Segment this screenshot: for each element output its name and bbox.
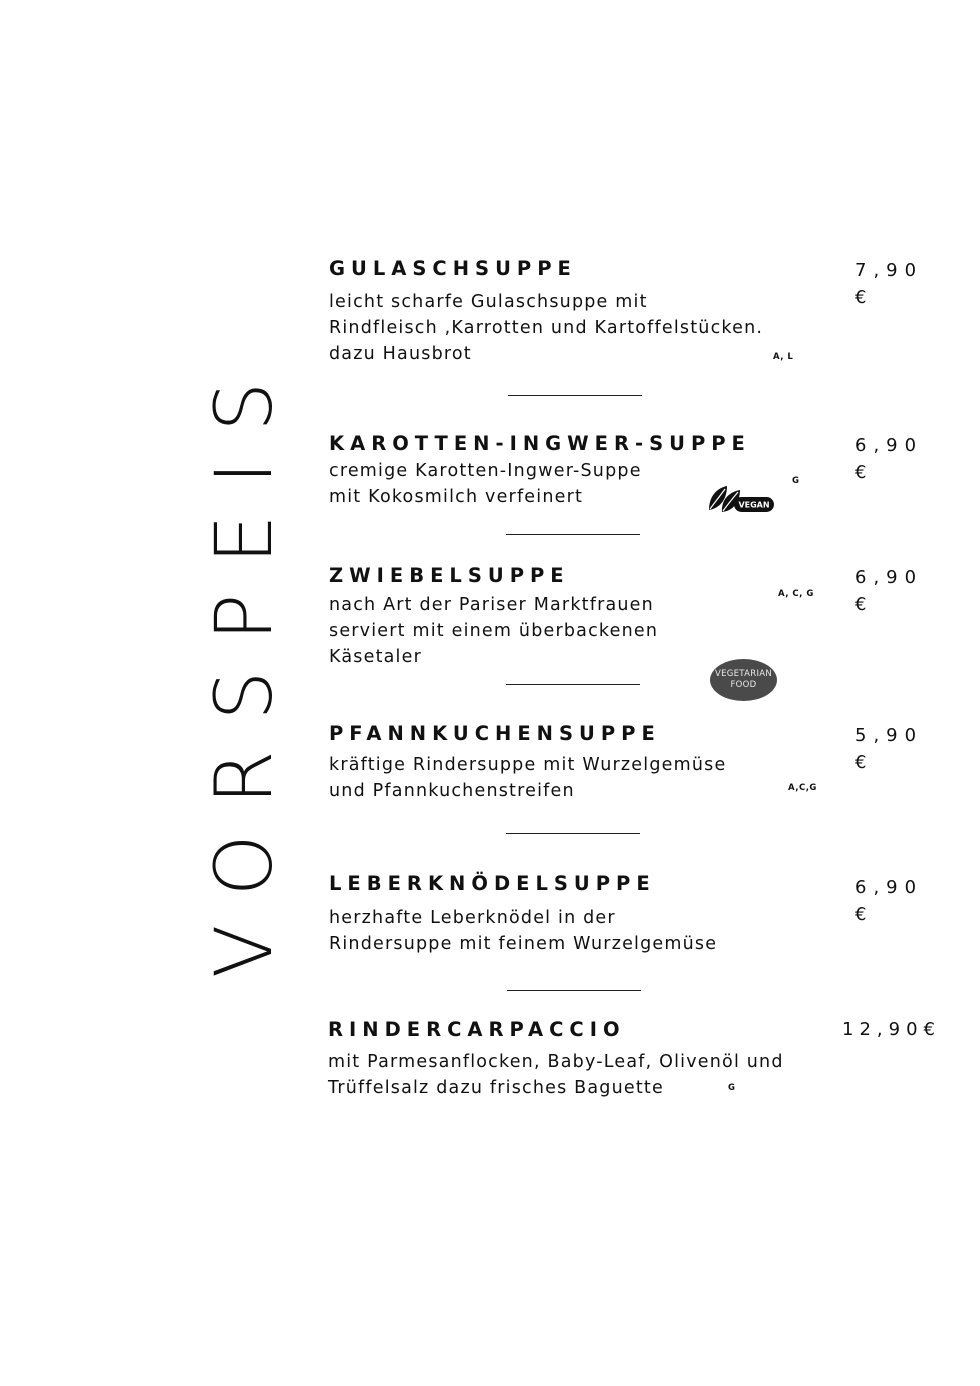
dish-price: 5,90 €	[855, 725, 924, 773]
menu-item-rindercarpaccio	[328, 1018, 848, 1101]
divider	[506, 684, 640, 685]
dish-price: 6,90 €	[855, 877, 924, 925]
divider	[506, 534, 640, 535]
dish-description: nach Art der Pariser Marktfrauen serviert mit einem überbackenen Käsetaler	[329, 595, 659, 667]
allergen-codes: A,C,G	[788, 783, 817, 793]
dish-name: GULASCHSUPPE	[329, 257, 577, 280]
divider	[506, 833, 640, 834]
dish-name: PFANNKUCHENSUPPE	[329, 722, 661, 745]
menu-item-leberknoedelsuppe	[329, 872, 849, 957]
dish-name: LEBERKNÖDELSUPPE	[329, 872, 656, 895]
divider	[507, 990, 641, 991]
dish-description: leicht scharfe Gulaschsuppe mit Rindfleisch ,Karrotten und Kartoffelstücken. dazu Hausbrot	[329, 292, 764, 364]
menu-item-pfannkuchensuppe	[329, 722, 849, 804]
dish-name: RINDERCARPACCIO	[328, 1018, 626, 1041]
vegan-badge	[707, 484, 775, 514]
dish-price: 6,90 €	[855, 567, 924, 615]
page-title: VORSPEIS	[200, 352, 290, 978]
dish-description: cremige Karotten-Ingwer-Suppe mit Kokosmilch verfeinert	[329, 461, 642, 507]
allergen-codes: G	[792, 476, 800, 486]
menu-item-gulaschsuppe	[329, 257, 849, 367]
vegetarian-food-badge	[710, 659, 777, 701]
allergen-codes: A, L	[773, 352, 794, 362]
menu-item-zwiebelsuppe	[329, 564, 849, 670]
dish-description: mit Parmesanflocken, Baby-Leaf, Olivenöl und Trüffelsalz dazu frisches Baguette	[328, 1052, 784, 1098]
dish-price: 7,90 €	[855, 260, 924, 308]
badge-line: VEGETARIAN	[714, 669, 773, 679]
badge-line: FOOD	[730, 680, 757, 690]
allergen-codes: A, C, G	[778, 589, 814, 599]
dish-description: kräftige Rindersuppe mit Wurzelgemüse und Pfannkuchenstreifen	[329, 755, 727, 801]
dish-name: KAROTTEN-INGWER-SUPPE	[329, 432, 751, 455]
divider	[508, 395, 642, 396]
dish-price: 6,90 €	[855, 435, 924, 483]
allergen-codes: G	[728, 1083, 736, 1093]
badge-label: VEGAN	[738, 500, 770, 510]
dish-description: herzhafte Leberknödel in der Rindersuppe mit feinem Wurzelgemüse	[329, 908, 718, 954]
dish-price: 12,90€	[842, 1019, 941, 1040]
dish-name: ZWIEBELSUPPE	[329, 564, 570, 587]
